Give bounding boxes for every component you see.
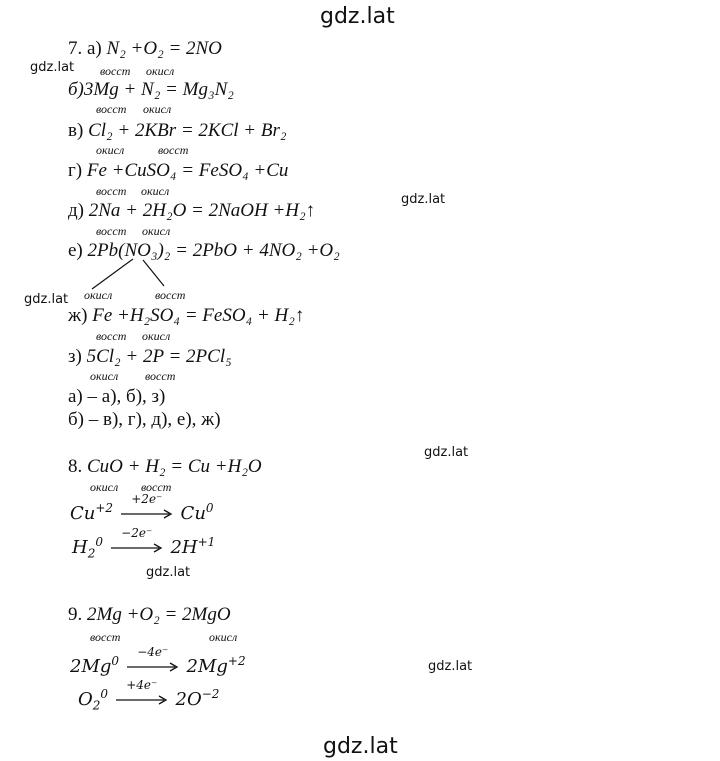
task7-e-label-2: восст [155, 288, 186, 302]
task7-z-label-2: восст [145, 369, 176, 383]
arrow-right-icon [111, 526, 163, 553]
half-reaction-left: O [78, 689, 93, 710]
task7-zh [68, 305, 304, 327]
task7-d-label-2: окисл [142, 224, 171, 238]
task8-line [68, 456, 262, 478]
task7-a-label-1: восст [100, 64, 131, 78]
task8-label-1: окисл [90, 480, 119, 494]
watermark: gdz.lat [428, 659, 473, 674]
task7-v-label-2: восст [158, 143, 189, 157]
task7-zh-prefix: ж) [68, 305, 88, 326]
oxidation-state: +2 [95, 501, 114, 515]
task7-v-prefix: в) [68, 120, 84, 141]
task7-z [68, 346, 232, 368]
task7-z-prefix: з) [68, 346, 82, 367]
task7-b-label-2: окисл [143, 102, 172, 116]
task7-g-label-2: окисл [141, 184, 170, 198]
task8-equation: CuO + H₂ = Cu +H₂O [87, 456, 262, 477]
arrow-right-icon [116, 678, 168, 705]
oxidation-state: 0 [95, 535, 103, 549]
task7-d-equation: 2Na + 2H₂O = 2NaOH +H₂↑ [88, 200, 316, 221]
oxidation-state: −2 [201, 687, 220, 701]
task7-g-prefix: г) [68, 160, 83, 181]
task7-g-label-1: восст [96, 184, 127, 198]
task9-prefix: 9. [68, 604, 83, 625]
task7-answer-b: б) – в), г), д), е), ж) [68, 409, 221, 430]
oxidation-state: +1 [197, 535, 216, 549]
oxidation-state: 0 [205, 501, 214, 515]
task8-half-reaction-1 [70, 492, 214, 524]
task7-d-prefix: д) [68, 200, 84, 221]
task8-prefix: 8. [68, 456, 83, 477]
electron-transfer: +4e⁻ [126, 678, 158, 692]
oxidation-state: 0 [100, 687, 109, 701]
task7-g [68, 160, 288, 182]
task7-v-equation: Cl₂ + 2KBr = 2KCl + Br₂ [88, 120, 287, 141]
task7-a-prefix: 7. а) [68, 38, 102, 59]
task7-v [68, 120, 287, 142]
half-reaction-right: 2H [170, 537, 198, 558]
watermark: gdz.lat [320, 4, 395, 29]
half-reaction-left: Cu [70, 503, 96, 524]
task7-e-prefix: е) [68, 240, 83, 261]
task9-equation: 2Mg +O₂ = 2MgO [87, 604, 231, 625]
watermark: gdz.lat [424, 445, 469, 460]
electron-transfer: −4e⁻ [137, 645, 169, 659]
task7-a-label-2: окисл [146, 64, 175, 78]
task9-half-reaction-2 [78, 678, 220, 713]
half-reaction-left: H [72, 537, 88, 558]
subscript: 2 [92, 698, 101, 713]
task7-answer-a: а) – а), б), з) [68, 386, 166, 407]
electron-pointer-lines [80, 256, 200, 292]
task7-b [68, 79, 234, 101]
task7-b-equation: б)3Mg + N₂ = Mg₃N₂ [68, 79, 234, 100]
watermark: gdz.lat [30, 60, 75, 75]
task7-a-equation: N₂ +O₂ = 2NO [106, 38, 222, 59]
task9-line [68, 604, 231, 626]
task7-zh-label-2: окисл [142, 329, 171, 343]
oxidation-state: +2 [227, 654, 246, 668]
electron-transfer: +2e⁻ [131, 492, 163, 506]
half-reaction-right: 2Mg [186, 656, 228, 677]
task7-d [68, 200, 315, 222]
task7-a [68, 38, 222, 60]
task9-label-2: окисл [209, 630, 238, 644]
watermark: gdz.lat [146, 565, 191, 580]
subscript: 2 [87, 546, 96, 561]
oxidation-state: 0 [111, 654, 120, 668]
half-reaction-left: 2Mg [70, 656, 112, 677]
task9-half-reaction-1 [70, 645, 246, 677]
task9-label-1: восст [90, 630, 121, 644]
task8-label-2: восст [141, 480, 172, 494]
watermark: gdz.lat [24, 292, 69, 307]
task7-e-equation: 2Pb(NO₃)₂ = 2PbO + 4NO₂ +O₂ [87, 240, 340, 261]
task7-e-label-1: окисл [84, 288, 113, 302]
electron-transfer: −2e⁻ [121, 526, 153, 540]
arrow-right-icon [127, 645, 179, 672]
task7-z-equation: 5Cl₂ + 2P = 2PCl₅ [86, 346, 232, 367]
task7-g-equation: Fe +CuSO₄ = FeSO₄ +Cu [86, 160, 289, 181]
task7-zh-label-1: восст [96, 329, 127, 343]
watermark: gdz.lat [401, 192, 446, 207]
task8-half-reaction-2 [72, 526, 216, 561]
half-reaction-right: 2O [175, 689, 202, 710]
arrow-right-icon [121, 492, 173, 519]
task7-d-label-1: восст [96, 224, 127, 238]
task7-v-label-1: окисл [96, 143, 125, 157]
task7-b-label-1: восст [96, 102, 127, 116]
watermark: gdz.lat [323, 734, 398, 759]
task7-z-label-1: окисл [90, 369, 119, 383]
task7-zh-equation: Fe +H₂SO₄ = FeSO₄ + H₂↑ [92, 305, 305, 326]
half-reaction-right: Cu [180, 503, 206, 524]
